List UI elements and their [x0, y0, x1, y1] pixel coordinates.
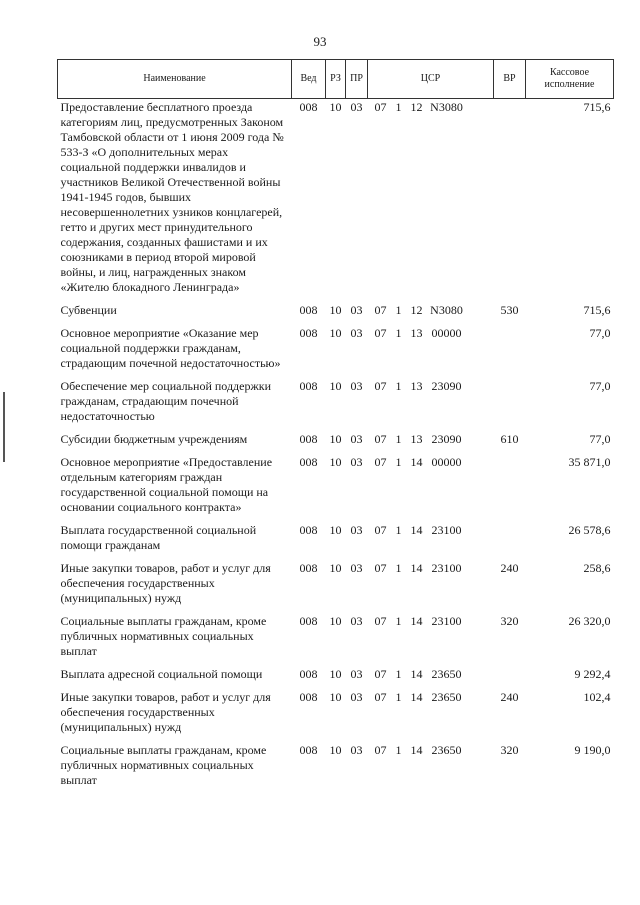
row-ved: 008	[299, 455, 318, 469]
row-csr	[368, 99, 494, 303]
header-ved: Вед	[292, 60, 326, 99]
row-name: Субсидии бюджетным учреждениям	[60, 432, 248, 446]
row-amount: 77,0	[589, 432, 611, 446]
csr-part: 00000	[431, 326, 462, 340]
row-ved: 008	[299, 614, 318, 628]
csr-part: 07	[374, 303, 387, 317]
csr-part: 13	[410, 432, 423, 446]
row-amount: 715,6	[583, 303, 611, 317]
table-row	[58, 666, 614, 689]
csr-part: 14	[410, 667, 423, 681]
csr-part: 07	[374, 379, 387, 393]
row-rz: 10	[329, 614, 342, 628]
row-pr: 03	[350, 667, 363, 681]
row-amount: 9 190,0	[574, 743, 611, 757]
table-row	[58, 378, 614, 431]
row-vr	[494, 325, 526, 378]
row-rz: 10	[329, 100, 342, 114]
row-csr	[368, 613, 494, 666]
row-rz: 10	[329, 455, 342, 469]
csr-part: 23100	[431, 561, 462, 575]
row-pr: 03	[350, 303, 363, 317]
row-name: Предоставление бесплатного проезда категориям лиц, предусмотренных Законом Тамбовской области от 1 июня 2009 года № 533-З «О дополнительных мерах социальной поддержки инвалидов и участников Великой Отечественной войны 1941-1945 годов, бывших несовершеннолетних узников концлагерей, гетто и других мест принудительного содержания, созданных фашистами и их союзниками в период второй мировой войны, и лиц, награжденных знаком «Жителю блокадного Ленинграда»	[60, 100, 284, 294]
row-vr	[494, 454, 526, 522]
csr-part: 12	[410, 100, 423, 114]
csr-part: 07	[374, 743, 387, 757]
row-vr	[494, 99, 526, 303]
header-csr: ЦСР	[368, 60, 494, 99]
row-name: Социальные выплаты гражданам, кроме публичных нормативных социальных выплат	[60, 614, 267, 658]
row-ved: 008	[299, 100, 318, 114]
csr-part: 07	[374, 523, 387, 537]
row-csr	[368, 666, 494, 689]
row-name: Выплата государственной социальной помощи гражданам	[60, 523, 257, 552]
row-pr: 03	[350, 743, 363, 757]
csr-part: 07	[374, 690, 387, 704]
csr-part: 14	[410, 743, 423, 757]
csr-part: 14	[410, 523, 423, 537]
row-ved: 008	[299, 743, 318, 757]
row-vr: 610	[500, 432, 519, 446]
row-rz: 10	[329, 743, 342, 757]
row-ved: 008	[299, 523, 318, 537]
row-name: Социальные выплаты гражданам, кроме публичных нормативных социальных выплат	[60, 743, 267, 787]
csr-part: 07	[374, 667, 387, 681]
row-vr: 320	[500, 743, 519, 757]
row-ved: 008	[299, 303, 318, 317]
row-name: Иные закупки товаров, работ и услуг для обеспечения государственных (муниципальных) нужд	[60, 690, 271, 734]
csr-part: 14	[410, 690, 423, 704]
row-pr: 03	[350, 379, 363, 393]
csr-part: 12	[410, 303, 423, 317]
budget-table	[57, 59, 614, 795]
csr-part: 1	[395, 614, 402, 628]
table-row	[58, 560, 614, 613]
table-body	[58, 99, 614, 796]
csr-part: 1	[395, 303, 402, 317]
row-csr	[368, 560, 494, 613]
csr-part: 14	[410, 561, 423, 575]
row-rz: 10	[329, 379, 342, 393]
row-pr: 03	[350, 100, 363, 114]
csr-part: 13	[410, 326, 423, 340]
row-ved: 008	[299, 561, 318, 575]
row-amount: 258,6	[583, 561, 611, 575]
csr-part: 13	[410, 379, 423, 393]
row-amount: 77,0	[589, 379, 611, 393]
csr-part: 23090	[431, 432, 462, 446]
table-row	[58, 99, 614, 303]
csr-part: 23650	[431, 743, 462, 757]
row-vr	[494, 666, 526, 689]
row-pr: 03	[350, 561, 363, 575]
row-amount: 77,0	[589, 326, 611, 340]
row-csr	[368, 378, 494, 431]
row-name: Иные закупки товаров, работ и услуг для обеспечения государственных (муниципальных) нужд	[60, 561, 271, 605]
row-vr: 530	[500, 303, 519, 317]
row-csr	[368, 689, 494, 742]
row-csr	[368, 302, 494, 325]
row-vr	[494, 378, 526, 431]
csr-part: 1	[395, 667, 402, 681]
row-csr	[368, 454, 494, 522]
row-name: Основное мероприятие «Оказание мер социальной поддержки гражданам, страдающим почечной недостаточностью»	[60, 326, 281, 370]
table-row	[58, 431, 614, 454]
row-ved: 008	[299, 667, 318, 681]
csr-part: 1	[395, 743, 402, 757]
row-csr	[368, 431, 494, 454]
scan-margin-mark	[3, 392, 5, 462]
row-rz: 10	[329, 303, 342, 317]
csr-part: 23090	[431, 379, 462, 393]
csr-part: N3080	[430, 303, 463, 317]
row-amount: 35 871,0	[568, 455, 611, 469]
csr-part: 07	[374, 432, 387, 446]
row-csr	[368, 522, 494, 560]
csr-part: 23650	[431, 667, 462, 681]
csr-part: 23650	[431, 690, 462, 704]
header-pr: ПР	[346, 60, 368, 99]
row-rz: 10	[329, 432, 342, 446]
csr-part: 1	[395, 379, 402, 393]
table-row	[58, 325, 614, 378]
table-row	[58, 522, 614, 560]
row-rz: 10	[329, 667, 342, 681]
row-vr	[494, 522, 526, 560]
row-name: Обеспечение мер социальной поддержки гражданам, страдающим почечной недостаточностью	[60, 379, 272, 423]
csr-part: 1	[395, 455, 402, 469]
table-row	[58, 742, 614, 795]
csr-part: 1	[395, 561, 402, 575]
csr-part: 00000	[431, 455, 462, 469]
header-rz: РЗ	[326, 60, 346, 99]
csr-part: 1	[395, 523, 402, 537]
csr-part: 23100	[431, 523, 462, 537]
row-ved: 008	[299, 326, 318, 340]
csr-part: 07	[374, 561, 387, 575]
row-amount: 26 578,6	[568, 523, 611, 537]
row-pr: 03	[350, 690, 363, 704]
row-rz: 10	[329, 326, 342, 340]
csr-part: N3080	[430, 100, 463, 114]
table-row	[58, 613, 614, 666]
row-rz: 10	[329, 690, 342, 704]
row-pr: 03	[350, 455, 363, 469]
row-csr	[368, 742, 494, 795]
csr-part: 23100	[431, 614, 462, 628]
header-amount: Кассовое исполнение	[526, 60, 614, 99]
row-pr: 03	[350, 523, 363, 537]
csr-part: 1	[395, 690, 402, 704]
row-ved: 008	[299, 379, 318, 393]
csr-part: 1	[395, 326, 402, 340]
table-header	[58, 60, 614, 99]
row-amount: 102,4	[583, 690, 611, 704]
row-amount: 26 320,0	[568, 614, 611, 628]
page-number: 93	[313, 34, 327, 49]
csr-part: 07	[374, 326, 387, 340]
row-ved: 008	[299, 432, 318, 446]
csr-part: 14	[410, 455, 423, 469]
row-vr: 240	[500, 690, 519, 704]
row-rz: 10	[329, 561, 342, 575]
row-rz: 10	[329, 523, 342, 537]
row-pr: 03	[350, 326, 363, 340]
row-name: Субвенции	[60, 303, 117, 317]
csr-part: 1	[395, 100, 402, 114]
csr-part: 07	[374, 455, 387, 469]
row-vr: 320	[500, 614, 519, 628]
csr-part: 07	[374, 100, 387, 114]
row-csr	[368, 325, 494, 378]
row-name: Основное мероприятие «Предоставление отдельным категориям граждан государственной социальной помощи на основании социального контракта»	[60, 455, 273, 514]
row-ved: 008	[299, 690, 318, 704]
table-row	[58, 454, 614, 522]
csr-part: 14	[410, 614, 423, 628]
table-row	[58, 689, 614, 742]
row-name: Выплата адресной социальной помощи	[60, 667, 263, 681]
header-name: Наименование	[58, 60, 292, 99]
row-vr: 240	[500, 561, 519, 575]
row-amount: 9 292,4	[574, 667, 611, 681]
row-pr: 03	[350, 432, 363, 446]
row-amount: 715,6	[583, 100, 611, 114]
table-row	[58, 302, 614, 325]
header-vr: ВР	[494, 60, 526, 99]
csr-part: 1	[395, 432, 402, 446]
csr-part: 07	[374, 614, 387, 628]
row-pr: 03	[350, 614, 363, 628]
